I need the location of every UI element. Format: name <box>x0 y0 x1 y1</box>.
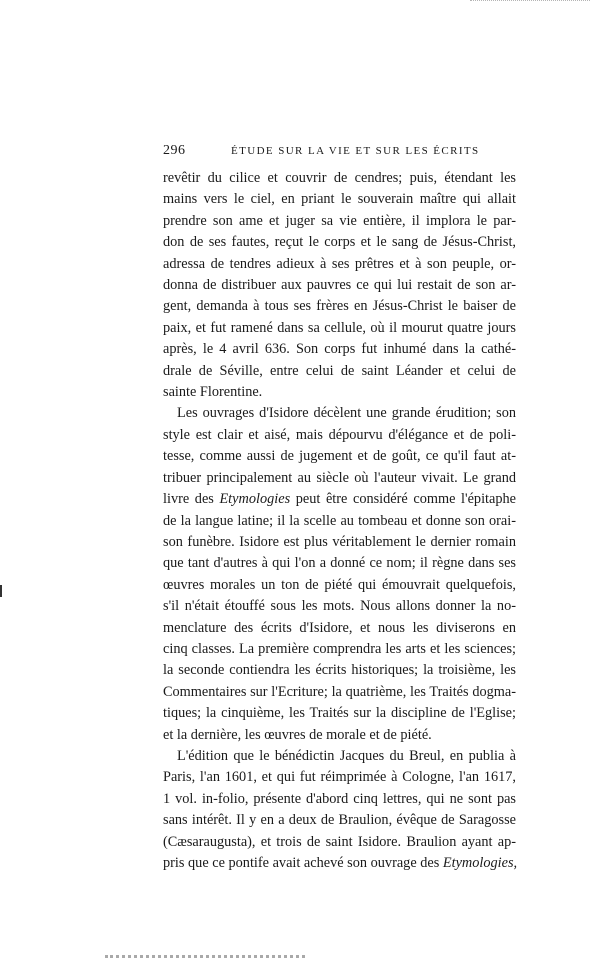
text-line: don de ses fautes, reçut le corps et le sang de Jésus-Christ, <box>163 234 516 251</box>
text-line: L'édition que le bénédictin Jacques du Breul, en publia à <box>177 747 516 764</box>
text-line: s'il n'était étouffé sous les mots. Nous allons donner la no- <box>163 598 516 615</box>
scan-mark-left <box>0 585 2 597</box>
text-line: adressa de tendres adieux à ses prêtres et à son peuple, or- <box>163 255 516 272</box>
text-line: sans intérêt. Il y en a deux de Braulion, évêque de Saragosse <box>163 812 516 829</box>
paragraph-2 <box>163 403 516 746</box>
italic-title: Etymologies <box>219 491 291 508</box>
text-line: (Cæsaraugusta), et trois de saint Isidore. Braulion ayant ap- <box>163 833 516 850</box>
text-line: Commentaires sur l'Ecriture; la quatrième, les Traités dogma- <box>163 683 516 700</box>
text-line: la seconde contiendra les écrits historiques; la troisième, les <box>163 662 516 679</box>
page-header <box>163 143 516 165</box>
scan-mark-bottom <box>105 955 305 962</box>
paragraph-3 <box>163 746 516 874</box>
text-line: tribuer principalement au siècle où l'auteur vivait. Le grand <box>163 469 516 486</box>
text-fragment: livre des <box>163 491 220 508</box>
running-title: ÉTUDE SUR LA VIE ET SUR LES ÉCRITS <box>231 145 480 157</box>
scan-mark-top <box>470 0 590 7</box>
text-line: sainte Florentine. <box>163 384 263 401</box>
text-line: menclature des écrits d'Isidore, et nous les diviserons en <box>163 619 516 636</box>
text-line: revêtir du cilice et couvrir de cendres; puis, étendant les <box>163 170 516 186</box>
text-line: paix, et fut ramené dans sa cellule, où il mourut quatre jours <box>163 319 516 336</box>
text-line: œuvres morales un ton de piété qui émouvrait quelquefois, <box>163 576 516 593</box>
text-fragment: peut être considéré comme l'épitaphe <box>290 491 516 508</box>
text-line: donna de distribuer aux pauvres ce qui lui restait de son ar- <box>163 277 516 294</box>
text-line: son funèbre. Isidore est plus véritablement le dernier romain <box>163 533 516 550</box>
italic-title: Etymologies, <box>442 855 518 871</box>
text-line: tiques; la cinquième, les Traités sur la discipline de l'Eglise; <box>163 705 516 722</box>
text-line: Paris, l'an 1601, et qui fut réimprimée à Cologne, l'an 1617, <box>163 769 516 786</box>
text-line: prendre son ame et juger sa vie entière, il implora le par- <box>163 212 516 229</box>
text-line: gent, demanda à tous ses frères en Jésus-Christ le baiser de <box>163 298 516 315</box>
text-line: Les ouvrages d'Isidore décèlent une grande érudition; son <box>177 405 516 422</box>
text-line: et la dernière, les œuvres de morale et de piété. <box>163 726 432 743</box>
text-line: 1 vol. in-folio, présente d'abord cinq lettres, qui ne sont pas <box>163 790 516 807</box>
text-line: de la langue latine; il la scelle au tombeau et donne son orai- <box>163 512 516 529</box>
paragraph-1 <box>163 168 516 403</box>
text-fragment: pris que ce pontife avait achevé son ouvrage des <box>163 855 443 871</box>
text-line: style est clair et aisé, mais dépourvu d'élégance et de poli- <box>163 426 516 443</box>
page-number: 296 <box>163 143 186 158</box>
text-line: drale de Séville, entre celui de saint Léander et celui de <box>163 362 516 379</box>
text-line: mains vers le ciel, en priant le souverain maître qui allait <box>163 191 516 208</box>
text-line: que tant d'autres à qui l'on a donné ce nom; il règne dans ses <box>163 555 516 572</box>
body-text <box>163 168 516 874</box>
text-line: tesse, comme aussi de jugement et de goût, ce qu'il faut at- <box>163 448 516 465</box>
text-line <box>163 489 516 510</box>
text-line: cinq classes. La première comprendra les arts et les sciences; <box>163 640 516 657</box>
text-line: après, le 4 avril 636. Son corps fut inhumé dans la cathé- <box>163 341 516 358</box>
text-line <box>163 853 516 874</box>
